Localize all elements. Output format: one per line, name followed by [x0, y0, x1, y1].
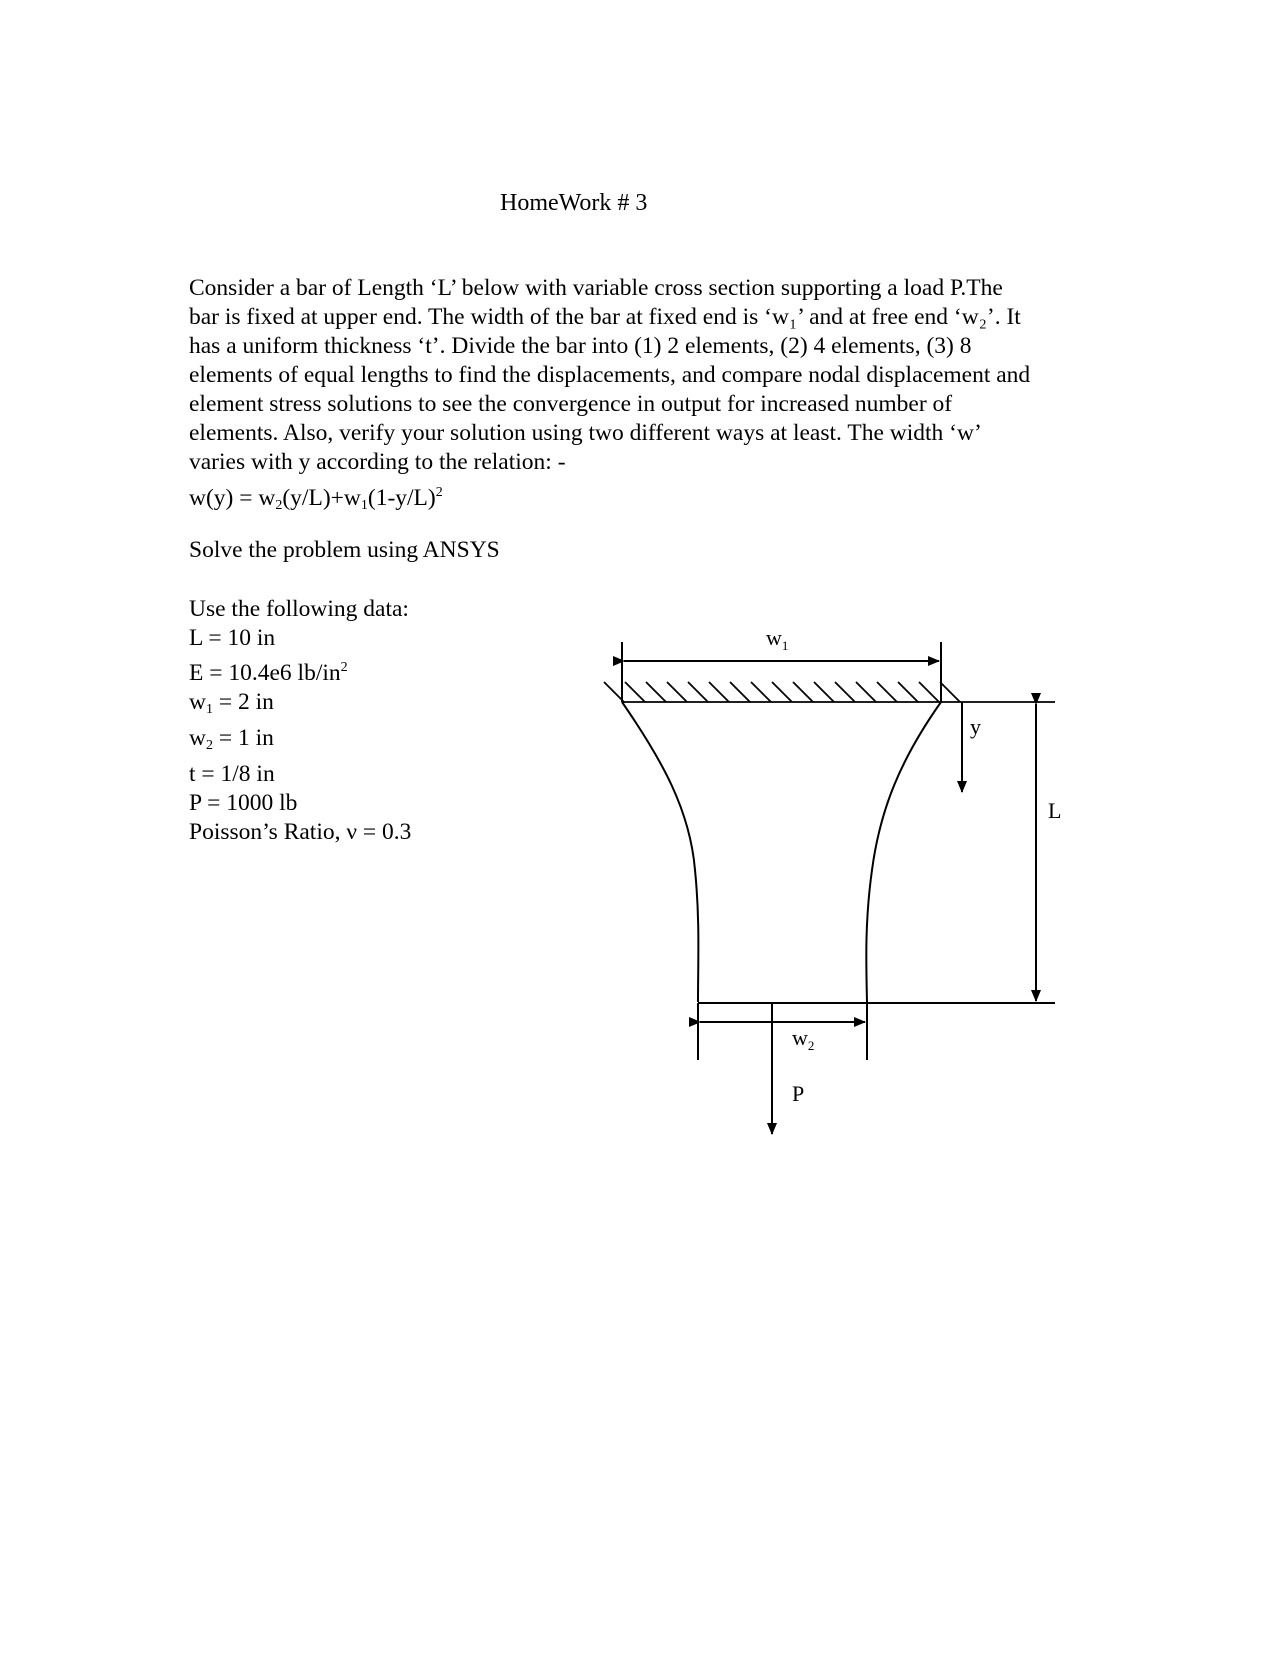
hatch-line [835, 682, 855, 702]
hatch-line [730, 682, 750, 702]
bar-left-edge [622, 702, 698, 1002]
statement-line: elements of equal lengths to find the displacements, and compare nodal displacement and [189, 362, 1031, 388]
hatch-line [898, 682, 918, 702]
formula-sub-2: 2 [275, 498, 283, 513]
load-label: P [792, 1081, 805, 1106]
support-hatching [604, 682, 960, 702]
data-modulus-value: E = 10.4e6 lb/in [189, 660, 341, 686]
hatch-line [856, 682, 876, 702]
data-w1-value: = 2 in [212, 689, 274, 715]
length-label: L [1048, 798, 1062, 823]
statement-line: has a uniform thickness ‘t’. Divide the bar into (1) 2 elements, (2) 4 elements, (3) 8 [189, 333, 972, 359]
w2-dimension [698, 1003, 867, 1060]
bar-outline [622, 702, 1055, 1003]
data-w2-value: = 1 in [212, 725, 274, 751]
hatch-line [814, 682, 834, 702]
bar-right-edge [866, 702, 941, 1002]
hatch-line [667, 682, 687, 702]
statement-line: Consider a bar of Length ‘L’ below with variable cross section supporting a load P.The [189, 275, 1003, 301]
statement-line: bar is fixed at upper end. The width of the bar at fixed end is ‘w₁’ and at free end ‘w₂’. It [189, 304, 1021, 330]
statement-line: elements. Also, verify your solution using two different ways at least. The width ‘w’ [189, 420, 982, 446]
data-thickness: t = 1/8 in [189, 761, 275, 787]
data-length: L = 10 in [189, 625, 276, 651]
data-poisson: Poisson’s Ratio, ν = 0.3 [189, 819, 412, 845]
hatch-line [646, 682, 666, 702]
formula-lhs: w(y) = w [189, 485, 276, 511]
data-w1-sub: 1 [205, 702, 213, 717]
formula-part3: (1-y/L) [367, 485, 436, 511]
hatch-line [877, 682, 897, 702]
hatch-line [940, 682, 960, 702]
y-label: y [970, 714, 981, 739]
fixed-support [604, 682, 1055, 702]
page-title: HomeWork # 3 [500, 190, 648, 216]
data-w1-symbol: w [189, 689, 206, 715]
solve-instruction: Solve the problem using ANSYS [189, 537, 500, 563]
hatch-line [772, 682, 792, 702]
hatch-line [919, 682, 939, 702]
hatch-line [709, 682, 729, 702]
hatch-line [751, 682, 771, 702]
hatch-line [625, 682, 645, 702]
formula-sub-1: 1 [360, 498, 368, 513]
formula-part2: (y/L)+w [282, 485, 361, 511]
data-modulus-exponent: 2 [340, 660, 348, 675]
statement-line: element stress solutions to see the convergence in output for increased number of [189, 391, 953, 417]
data-w2-symbol: w [189, 725, 206, 751]
data-load: P = 1000 lb [189, 790, 298, 816]
hatch-line [688, 682, 708, 702]
statement-line: varies with y according to the relation: - [189, 449, 566, 475]
w1-label: $w_1$ [766, 625, 789, 653]
data-w2-sub: 2 [205, 738, 213, 753]
formula-exponent: 2 [435, 485, 443, 500]
hatch-line [793, 682, 813, 702]
w2-label: $w_2$ [792, 1025, 815, 1053]
data-heading: Use the following data: [189, 596, 409, 622]
